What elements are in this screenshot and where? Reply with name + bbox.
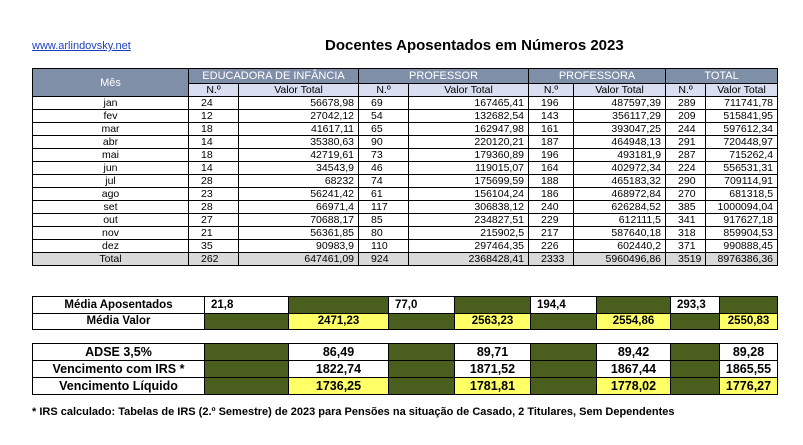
count-cell: 226 (529, 240, 574, 253)
count-cell: 244 (666, 123, 706, 136)
value-cell: 556531,31 (706, 162, 778, 175)
vencimento-liquido-label: Vencimento Líquido (33, 378, 205, 395)
adse-label: ADSE 3,5% (33, 344, 205, 361)
value-column-header: Valor Total (239, 84, 359, 97)
count-cell: 164 (529, 162, 574, 175)
filler-cell (289, 297, 389, 314)
count-cell: 23 (189, 188, 239, 201)
count-cell: 35 (189, 240, 239, 253)
com-irs-professor: 1871,52 (455, 361, 531, 378)
count-cell: 290 (666, 175, 706, 188)
value-cell: 487597,39 (574, 97, 666, 110)
count-cell: 217 (529, 227, 574, 240)
value-cell: 156104,24 (409, 188, 529, 201)
table-row (33, 123, 778, 136)
media-aposentados-professor: 77,0 (389, 297, 455, 314)
value-cell: 162947,98 (409, 123, 529, 136)
value-cell: 715262,4 (706, 149, 778, 162)
count-cell: 161 (529, 123, 574, 136)
adse-professor: 89,71 (455, 344, 531, 361)
vencimento-com-irs-label: Vencimento com IRS * (33, 361, 205, 378)
total-row (33, 253, 778, 266)
table-row (33, 201, 778, 214)
filler-cell (531, 378, 597, 395)
count-cell: 186 (529, 188, 574, 201)
value-cell: 468972,84 (574, 188, 666, 201)
value-cell: 681318,5 (706, 188, 778, 201)
value-cell: 167465,41 (409, 97, 529, 110)
value-cell: 68232 (239, 175, 359, 188)
count-cell: 209 (666, 110, 706, 123)
value-cell: 41617,11 (239, 123, 359, 136)
count-cell: 924 (359, 253, 409, 266)
adse-educadora: 86,49 (289, 344, 389, 361)
irs-footnote: * IRS calculado: Tabelas de IRS (2.º Semestre) de 2023 para Pensões na situação de Casado, 2 Titulares, Sem Dependentes (32, 406, 675, 418)
media-aposentados-total: 293,3 (671, 297, 720, 314)
table-row (33, 97, 778, 110)
count-cell: 46 (359, 162, 409, 175)
liquido-educadora: 1736,25 (289, 378, 389, 395)
count-cell: 61 (359, 188, 409, 201)
table-row (33, 240, 778, 253)
value-cell: 402972,34 (574, 162, 666, 175)
table-row (33, 136, 778, 149)
value-column-header: Valor Total (706, 84, 778, 97)
count-cell: 18 (189, 149, 239, 162)
value-cell: 393047,25 (574, 123, 666, 136)
adse-professora: 89,42 (597, 344, 671, 361)
value-cell: 493181,9 (574, 149, 666, 162)
value-cell: 66971,4 (239, 201, 359, 214)
count-cell: 18 (189, 123, 239, 136)
value-cell: 602440,2 (574, 240, 666, 253)
com-irs-total: 1865,55 (720, 361, 778, 378)
value-cell: 297464,35 (409, 240, 529, 253)
count-cell: 224 (666, 162, 706, 175)
value-cell: 2368428,41 (409, 253, 529, 266)
value-cell: 34543,9 (239, 162, 359, 175)
value-cell: 990888,45 (706, 240, 778, 253)
value-cell: 42719,61 (239, 149, 359, 162)
value-cell: 464948,13 (574, 136, 666, 149)
value-cell: 1000094,04 (706, 201, 778, 214)
value-cell: 90983,9 (239, 240, 359, 253)
filler-cell (671, 378, 720, 395)
count-cell: 28 (189, 201, 239, 214)
count-column-header: N.º (359, 84, 409, 97)
count-cell: 69 (359, 97, 409, 110)
media-valor-label: Média Valor (33, 313, 205, 330)
month-cell: ago (33, 188, 189, 201)
value-cell: 119015,07 (409, 162, 529, 175)
month-cell: jan (33, 97, 189, 110)
page-title: Docentes Aposentados em Números 2023 (325, 37, 624, 54)
count-cell: 385 (666, 201, 706, 214)
table-row (33, 214, 778, 227)
filler-cell (597, 297, 671, 314)
count-cell: 73 (359, 149, 409, 162)
filler-cell (455, 297, 531, 314)
count-cell: 27 (189, 214, 239, 227)
count-cell: 2333 (529, 253, 574, 266)
month-column-header: Mês (33, 69, 189, 97)
filler-cell (205, 344, 289, 361)
liquido-professora: 1778,02 (597, 378, 671, 395)
count-cell: 143 (529, 110, 574, 123)
value-cell: 356117,29 (574, 110, 666, 123)
value-cell: 917627,18 (706, 214, 778, 227)
count-cell: 196 (529, 149, 574, 162)
month-cell: dez (33, 240, 189, 253)
count-cell: 318 (666, 227, 706, 240)
filler-cell (671, 313, 720, 330)
value-cell: 27042,12 (239, 110, 359, 123)
count-cell: 196 (529, 97, 574, 110)
site-link[interactable]: www.arlindovsky.net (32, 40, 131, 52)
filler-cell (720, 297, 778, 314)
count-cell: 188 (529, 175, 574, 188)
value-cell: 709114,91 (706, 175, 778, 188)
value-cell: 626284,52 (574, 201, 666, 214)
filler-cell (389, 313, 455, 330)
adse-total: 89,28 (720, 344, 778, 361)
value-cell: 179360,89 (409, 149, 529, 162)
group-header-educadora: EDUCADORA DE INFÂNCIA (189, 69, 359, 84)
count-cell: 289 (666, 97, 706, 110)
value-column-header: Valor Total (409, 84, 529, 97)
count-cell: 74 (359, 175, 409, 188)
media-valor-professor: 2563,23 (455, 313, 531, 330)
count-column-header: N.º (529, 84, 574, 97)
count-cell: 240 (529, 201, 574, 214)
count-cell: 80 (359, 227, 409, 240)
count-column-header: N.º (189, 84, 239, 97)
value-column-header: Valor Total (574, 84, 666, 97)
value-cell: 647461,09 (239, 253, 359, 266)
filler-cell (531, 361, 597, 378)
count-cell: 54 (359, 110, 409, 123)
filler-cell (205, 313, 289, 330)
media-aposentados-educadora: 21,8 (205, 297, 289, 314)
value-cell: 56241,42 (239, 188, 359, 201)
count-cell: 110 (359, 240, 409, 253)
count-cell: 24 (189, 97, 239, 110)
count-cell: 3519 (666, 253, 706, 266)
count-column-header: N.º (666, 84, 706, 97)
value-cell: 220120,21 (409, 136, 529, 149)
media-aposentados-professora: 194,4 (531, 297, 597, 314)
count-cell: 371 (666, 240, 706, 253)
table-row (33, 175, 778, 188)
count-cell: 287 (666, 149, 706, 162)
value-cell: 859904,53 (706, 227, 778, 240)
value-cell: 612111,5 (574, 214, 666, 227)
count-cell: 21 (189, 227, 239, 240)
media-valor-total: 2550,83 (720, 313, 778, 330)
filler-cell (531, 344, 597, 361)
value-cell: 35380,63 (239, 136, 359, 149)
count-cell: 14 (189, 162, 239, 175)
table-row (33, 227, 778, 240)
count-cell: 65 (359, 123, 409, 136)
count-cell: 187 (529, 136, 574, 149)
value-cell: 515841,95 (706, 110, 778, 123)
media-valor-professora: 2554,86 (597, 313, 671, 330)
count-cell: 14 (189, 136, 239, 149)
group-header-total: TOTAL (666, 69, 778, 84)
value-cell: 711741,78 (706, 97, 778, 110)
table-row (33, 110, 778, 123)
media-valor-educadora: 2471,23 (289, 313, 389, 330)
count-cell: 85 (359, 214, 409, 227)
value-cell: 720448,97 (706, 136, 778, 149)
month-cell: Total (33, 253, 189, 266)
month-cell: nov (33, 227, 189, 240)
filler-cell (205, 361, 289, 378)
filler-cell (389, 361, 455, 378)
month-cell: out (33, 214, 189, 227)
month-cell: mar (33, 123, 189, 136)
month-cell: abr (33, 136, 189, 149)
filler-cell (531, 313, 597, 330)
count-cell: 28 (189, 175, 239, 188)
count-cell: 90 (359, 136, 409, 149)
com-irs-educadora: 1822,74 (289, 361, 389, 378)
liquido-professor: 1781,81 (455, 378, 531, 395)
averages-table (32, 296, 778, 330)
filler-cell (389, 378, 455, 395)
liquido-total: 1776,27 (720, 378, 778, 395)
group-header-professor: PROFESSOR (359, 69, 529, 84)
value-cell: 215902,5 (409, 227, 529, 240)
count-cell: 12 (189, 110, 239, 123)
value-cell: 56361,85 (239, 227, 359, 240)
filler-cell (389, 344, 455, 361)
count-cell: 270 (666, 188, 706, 201)
month-cell: jun (33, 162, 189, 175)
value-cell: 56678,98 (239, 97, 359, 110)
group-header-professora: PROFESSORA (529, 69, 666, 84)
month-cell: set (33, 201, 189, 214)
filler-cell (205, 378, 289, 395)
value-cell: 587640,18 (574, 227, 666, 240)
count-cell: 262 (189, 253, 239, 266)
value-cell: 70688,17 (239, 214, 359, 227)
month-cell: fev (33, 110, 189, 123)
count-cell: 341 (666, 214, 706, 227)
value-cell: 306838,12 (409, 201, 529, 214)
salary-table (32, 343, 778, 395)
value-cell: 465183,32 (574, 175, 666, 188)
value-cell: 5960496,86 (574, 253, 666, 266)
filler-cell (671, 344, 720, 361)
table-row (33, 162, 778, 175)
value-cell: 234827,51 (409, 214, 529, 227)
filler-cell (671, 361, 720, 378)
count-cell: 117 (359, 201, 409, 214)
value-cell: 597612,34 (706, 123, 778, 136)
value-cell: 175699,59 (409, 175, 529, 188)
month-cell: mai (33, 149, 189, 162)
value-cell: 132682,54 (409, 110, 529, 123)
count-cell: 229 (529, 214, 574, 227)
count-cell: 291 (666, 136, 706, 149)
retirees-table (32, 68, 778, 266)
table-row (33, 188, 778, 201)
media-aposentados-label: Média Aposentados (33, 297, 205, 314)
com-irs-professora: 1867,44 (597, 361, 671, 378)
month-cell: jul (33, 175, 189, 188)
table-row (33, 149, 778, 162)
value-cell: 8976386,36 (706, 253, 778, 266)
